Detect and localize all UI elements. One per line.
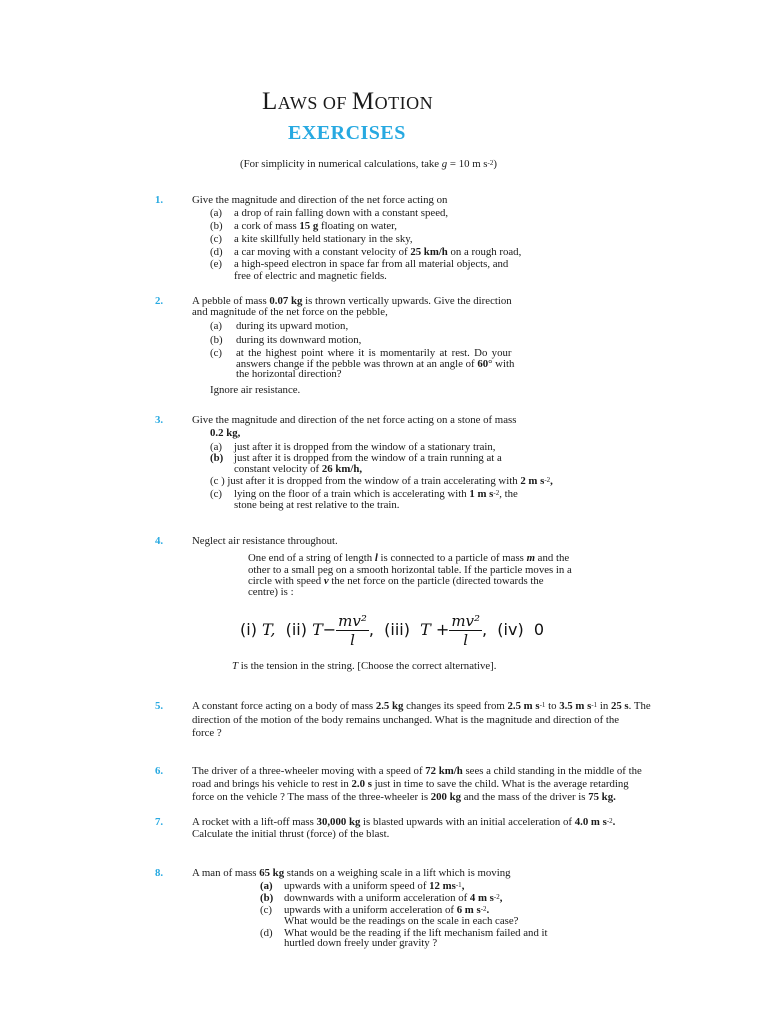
question-text: A rocket with a lift-off mass 30,000 kg is blasted upwards with an initial acceleration of 4.0 m $s^{-2}$. xyxy=(192,816,616,828)
question-text: and magnitude of the net force on the pebble, xyxy=(192,306,388,318)
item-text: during its upward motion, xyxy=(236,320,349,332)
item-text: the horizontal direction? xyxy=(236,368,342,380)
answer-options-equation: (i) T, (ii) T− $\frac{\text{mv²}}{l}$ , (iii) T + $\frac{\text{mv²}}{l}$ , (iv) 0 xyxy=(240,612,545,649)
item-label: (b) xyxy=(210,334,223,346)
simplicity-note: (For simplicity in numerical calculations, take g = 10 m $s^{-2}$) xyxy=(240,158,497,170)
item-text: just after it is dropped from the window of a train running at a xyxy=(234,452,502,464)
question-text: direction of the motion of the body remains unchanged. What is the magnitude and direction of the xyxy=(192,714,620,726)
question-text: The driver of a three-wheeler moving with a speed of 72 km/h sees a child standing in the middle of the xyxy=(192,765,642,777)
question-number: 4. xyxy=(155,535,164,547)
option-label: (i) xyxy=(240,620,257,639)
fraction: $\frac{\text{mv²}}{l}$ xyxy=(451,612,481,649)
item-text: a kite skillfully held stationary in the sky, xyxy=(234,233,413,245)
question-text: A constant force acting on a body of mass 2.5 kg changes its speed from 2.5 m $s^{-1}$ to 3.5 m $s^{-1}$ in 25 s. The xyxy=(192,700,651,712)
item-text: constant velocity of 26 km/h, xyxy=(234,463,363,475)
problem-line: other to a small peg on a smooth horizontal table. If the particle moves in a xyxy=(248,564,572,576)
item-label: (a) xyxy=(210,207,222,219)
item-text: downwards with a uniform acceleration of 4 m $s^{-2}$, xyxy=(284,892,503,904)
fraction: $\frac{\text{mv²}}{l}$ xyxy=(338,612,367,649)
item-label: (c) xyxy=(210,347,222,359)
question-text: Calculate the initial thrust (force) of the blast. xyxy=(192,828,390,840)
item-text: stone being at rest relative to the train. xyxy=(234,499,400,511)
problem-line: One end of a string of length l is connected to a particle of mass m and the xyxy=(248,552,570,564)
question-number: 7. xyxy=(155,816,164,828)
item-label: (a) xyxy=(210,441,222,453)
item-text: What would be the readings on the scale in each case? xyxy=(284,915,519,927)
question-text: force on the vehicle ? The mass of the three-wheeler is 200 kg and the mass of the driver is 75 kg. xyxy=(192,791,616,803)
item-label: (b) xyxy=(210,220,223,232)
question-number: 5. xyxy=(155,700,164,712)
item-label: (b) xyxy=(210,452,224,464)
tension-note: T is the tension in the string. [Choose the correct alternative]. xyxy=(232,660,497,672)
option-label: (iv) xyxy=(497,620,524,639)
item-text: during its downward motion, xyxy=(236,334,362,346)
instruction-text: Ignore air resistance. xyxy=(210,384,301,396)
problem-line: centre) is : xyxy=(248,586,294,598)
item-text: hurtled down freely under gravity ? xyxy=(284,937,438,949)
item-label: (d) xyxy=(210,246,223,258)
question-number: 1. xyxy=(155,194,164,206)
question-number: 2. xyxy=(155,295,164,307)
question-number: 6. xyxy=(155,765,164,777)
item-label: (c) xyxy=(210,488,222,500)
item-text: What would be the reading if the lift mechanism failed and it xyxy=(284,927,548,939)
option-value: T, xyxy=(262,620,276,639)
item-label: (c) xyxy=(260,904,272,916)
option-value: 0 xyxy=(533,620,545,639)
question-text: road and brings his vehicle to rest in 2.0 s just in time to save the child. What is the average retarding xyxy=(192,778,629,790)
item-text: (c ) just after it is dropped from the window of a train accelerating with 2 m $s^{-2}$, xyxy=(210,475,553,487)
item-text: a high-speed electron in space far from all material objects, and xyxy=(234,258,509,270)
item-label: (a) xyxy=(260,880,273,892)
item-text: just after it is dropped from the window of a stationary train, xyxy=(234,441,496,453)
item-label: (b) xyxy=(260,892,274,904)
item-text: answers change if the pebble was thrown at an angle of 60° with xyxy=(236,358,515,370)
exercises-heading: EXERCISES xyxy=(288,122,406,144)
title-initial-l: L xyxy=(262,88,278,115)
item-text: free of electric and magnetic fields. xyxy=(234,270,387,282)
item-text: lying on the floor of a train which is accelerating with 1 m $s^{-2}$, the xyxy=(234,488,518,500)
stone-mass: 0.2 kg, xyxy=(210,427,241,439)
question-text: A pebble of mass 0.07 kg is thrown vertically upwards. Give the direction xyxy=(192,295,512,307)
title-otion: OTION xyxy=(374,93,434,113)
item-text: a drop of rain falling down with a constant speed, xyxy=(234,207,449,219)
question-number: 3. xyxy=(155,414,164,426)
question-text: A man of mass 65 kg stands on a weighing scale in a lift which is moving xyxy=(192,867,511,879)
question-text: Neglect air resistance throughout. xyxy=(192,535,338,547)
problem-line: circle with speed v the net force on the particle (directed towards the xyxy=(248,575,544,587)
item-text: a car moving with a constant velocity of 25 km/h on a rough road, xyxy=(234,246,522,258)
chapter-title xyxy=(262,88,434,115)
item-label: (c) xyxy=(210,233,222,245)
item-label: (d) xyxy=(260,927,273,939)
question-text: Give the magnitude and direction of the net force acting on xyxy=(192,194,448,206)
question-text: Give the magnitude and direction of the net force acting on a stone of mass xyxy=(192,414,517,426)
item-label: (a) xyxy=(210,320,222,332)
question-text: force ? xyxy=(192,727,222,739)
option-label: (iii) xyxy=(384,620,410,639)
item-text: upwards with a uniform speed of 12 $ms^{-1}$, xyxy=(284,880,465,892)
option-label: (ii) xyxy=(285,620,307,639)
question-number: 8. xyxy=(155,867,164,879)
item-text: a cork of mass 15 g floating on water, xyxy=(234,220,398,232)
item-text: at the highest point where it is momentarily at rest. Do your xyxy=(236,347,512,359)
item-text: upwards with a uniform acceleration of 6 m $s^{-2}$. xyxy=(284,904,490,916)
title-initial-m: M xyxy=(351,88,375,115)
title-aws-of: AWS OF xyxy=(277,93,347,113)
item-label: (e) xyxy=(210,258,222,270)
